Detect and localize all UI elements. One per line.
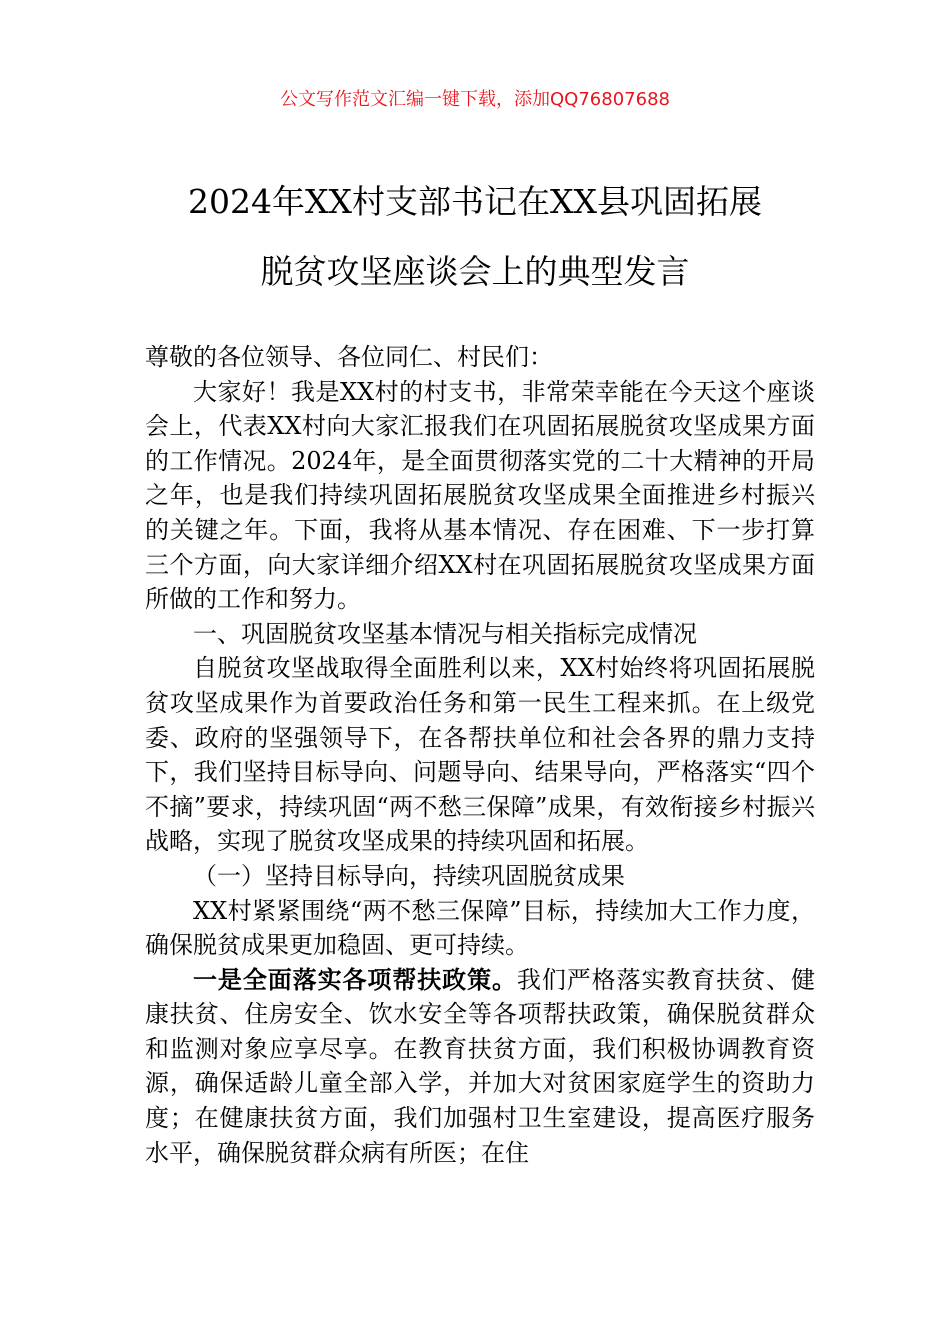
- document-body: [145, 340, 815, 1170]
- subsection-1-paragraph: XX村紧紧围绕“两不愁三保障”目标，持续加大工作力度，确保脱贫成果更加稳固、更可持续。: [145, 896, 815, 960]
- document-title-line-2: 脱贫攻坚座谈会上的典型发言: [260, 252, 690, 291]
- section-1-heading: 一、巩固脱贫攻坚基本情况与相关指标完成情况: [193, 619, 697, 648]
- point-1-paragraph: [145, 963, 815, 1171]
- header-note: 公文写作范文汇编一键下载，添加QQ76807688: [280, 89, 670, 110]
- subsection-1-heading: （一）坚持目标导向，持续巩固脱贫成果: [193, 861, 625, 890]
- intro-paragraph: 大家好！我是XX村的村支书，非常荣幸能在今天这个座谈会上，代表XX村向大家汇报我们在巩固拓展脱贫攻坚成果方面的工作情况。2024年，是全面贯彻落实党的二十大精神的开局之年，也是我们持续巩固拓展脱贫攻坚成果全面推进乡村振兴的关键之年。下面，我将从基本情况、存在困难、下一步打算三个方面，向大家详细介绍XX村在巩固拓展脱贫攻坚成果方面所做的工作和努力。: [145, 377, 815, 614]
- document-title-line-1: 2024年XX村支部书记在XX县巩固拓展: [188, 182, 762, 221]
- salutation: 尊敬的各位领导、各位同仁、村民们：: [145, 343, 553, 371]
- point-1-text: 我们严格落实教育扶贫、健康扶贫、住房安全、饮水安全等各项帮扶政策，确保脱贫群众和监测对象应享尽享。在教育扶贫方面，我们积极协调教育资源，确保适龄儿童全部入学，并加大对贫困家庭学生的资助力度；在健康扶贫方面，我们加强村卫生室建设，提高医疗服务水平，确保脱贫群众病有所医；在住: [145, 965, 816, 1167]
- section-1-paragraph: 自脱贫攻坚战取得全面胜利以来，XX村始终将巩固拓展脱贫攻坚成果作为首要政治任务和第一民生工程来抓。在上级党委、政府的坚强领导下，在各帮扶单位和社会各界的鼎力支持下，我们坚持目标导向、问题导向、结果导向，严格落实“四个不摘”要求，持续巩固“两不愁三保障”成果，有效衔接乡村振兴战略，实现了脱贫攻坚成果的持续巩固和拓展。: [145, 654, 815, 856]
- point-1-lead: 一是全面落实各项帮扶政策。: [193, 964, 517, 994]
